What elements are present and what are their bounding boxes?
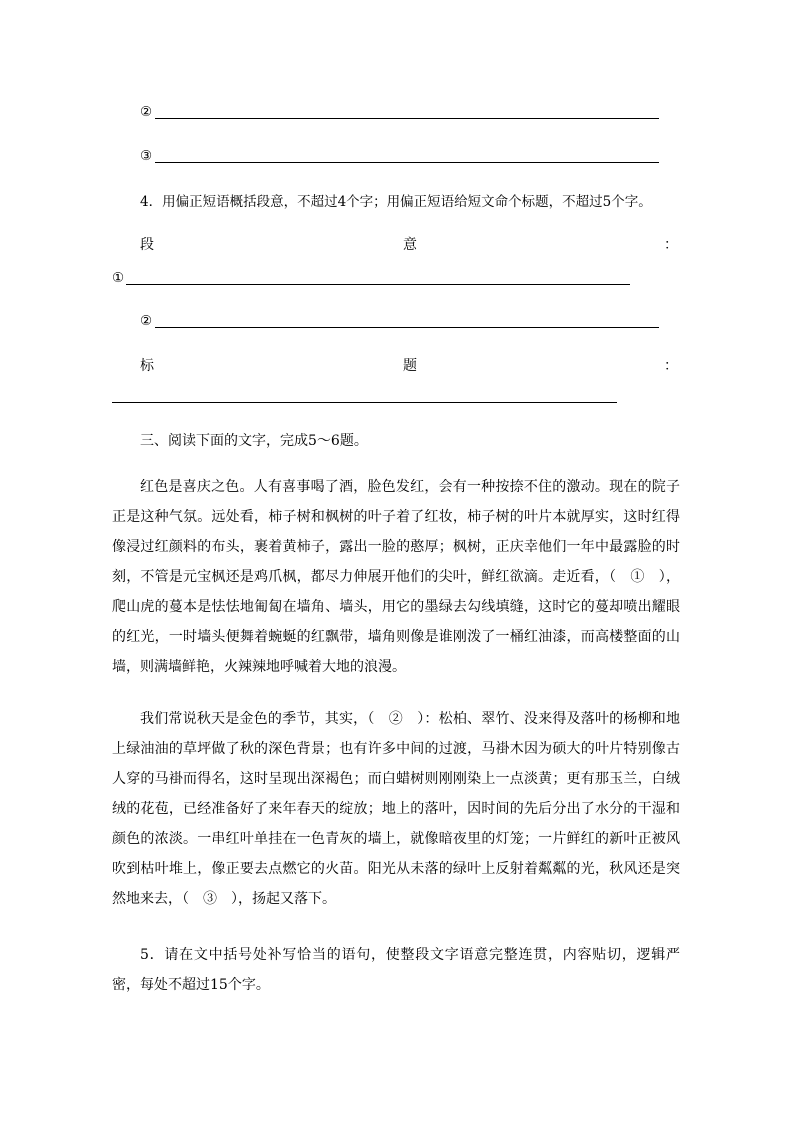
passage-paragraph-1 bbox=[112, 472, 680, 682]
question-4-text: 4．用偏正短语概括段意，不超过4个字；用偏正短语给短文命个标题，不超过5个字。 bbox=[140, 194, 652, 210]
duan-label-right: 意 bbox=[403, 237, 417, 253]
passage-paragraph-2-text: 我们常说秋天是金色的季节，其实，（ ② ）：松柏、翠竹、没来得及落叶的杨柳和地上绿油油的草坪做了秋的深色背景；也有许多中间的过渡，马褂木因为硕大的叶片特别像古人穿的马褂而得名，这时呈现出深褐色；而白蜡树则刚刚染上一点淡黄；更有那玉兰，白绒绒的花苞，已经准备好了来年春天的绽放；地上的落叶，因时间的先后分出了水分的干湿和颜色的浓淡。一串红叶单挂在一色青灰的墙上，就像暗夜里的灯笼；一片鲜红的新叶正被风吹到枯叶堆上，像正要去点燃它的火苗。阳光从未落的绿叶上反射着粼粼的光，秋风还是突然地来去，（ ③ ），扬起又落下。 bbox=[112, 711, 680, 907]
passage-paragraph-1-text: 红色是喜庆之色。人有喜事喝了酒，脸色发红，会有一种按捺不住的激动。现在的院子正是这种气氛。远处看，柿子树和枫树的叶子着了红妆，柿子树的叶片本就厚实，这时红得像浸过红颜料的布头，裹着黄柿子，露出一脸的憨厚；枫树，正庆幸他们一年中最露脸的时刻，不管是元宝枫还是鸡爪枫，都尽力伸展开他们的尖叶，鲜红欲滴。走近看，（ ① ），爬山虎的蔓本是怯怯地匍匐在墙角、墙头，用它的墨绿去勾线填缝，这时它的蔓却喷出耀眼的红光，一时墙头便舞着蜿蜒的红飘带，墙角则像是谁刚泼了一桶红油漆，而高楼整面的山墙，则满墙鲜艳，火辣辣地呼喊着大地的浪漫。 bbox=[112, 479, 680, 675]
duan-answer-line-2[interactable] bbox=[155, 327, 659, 328]
question-5 bbox=[112, 940, 680, 1000]
duan-answer-line-1[interactable] bbox=[126, 284, 630, 285]
title-colon: ： bbox=[664, 358, 678, 374]
duan-marker-1: ① bbox=[112, 270, 125, 286]
title-label-right: 题 bbox=[403, 358, 417, 374]
title-answer-line[interactable] bbox=[112, 402, 617, 403]
duan-colon: ： bbox=[664, 237, 678, 253]
section-3-heading: 三、阅读下面的文字，完成5～6题。 bbox=[140, 433, 368, 449]
title-label-left: 标 bbox=[140, 358, 154, 374]
answer-line-3[interactable] bbox=[155, 162, 659, 163]
answer-line-2[interactable] bbox=[155, 118, 659, 119]
passage-paragraph-2 bbox=[112, 704, 680, 914]
answer-marker-2: ② bbox=[140, 104, 153, 120]
duan-marker-2: ② bbox=[140, 313, 153, 329]
question-5-text: 5．请在文中括号处补写恰当的语句，使整段文字语意完整连贯，内容贴切，逻辑严密，每处不超过15个字。 bbox=[112, 947, 680, 993]
answer-marker-3: ③ bbox=[140, 148, 153, 164]
duan-label-left: 段 bbox=[140, 237, 154, 253]
